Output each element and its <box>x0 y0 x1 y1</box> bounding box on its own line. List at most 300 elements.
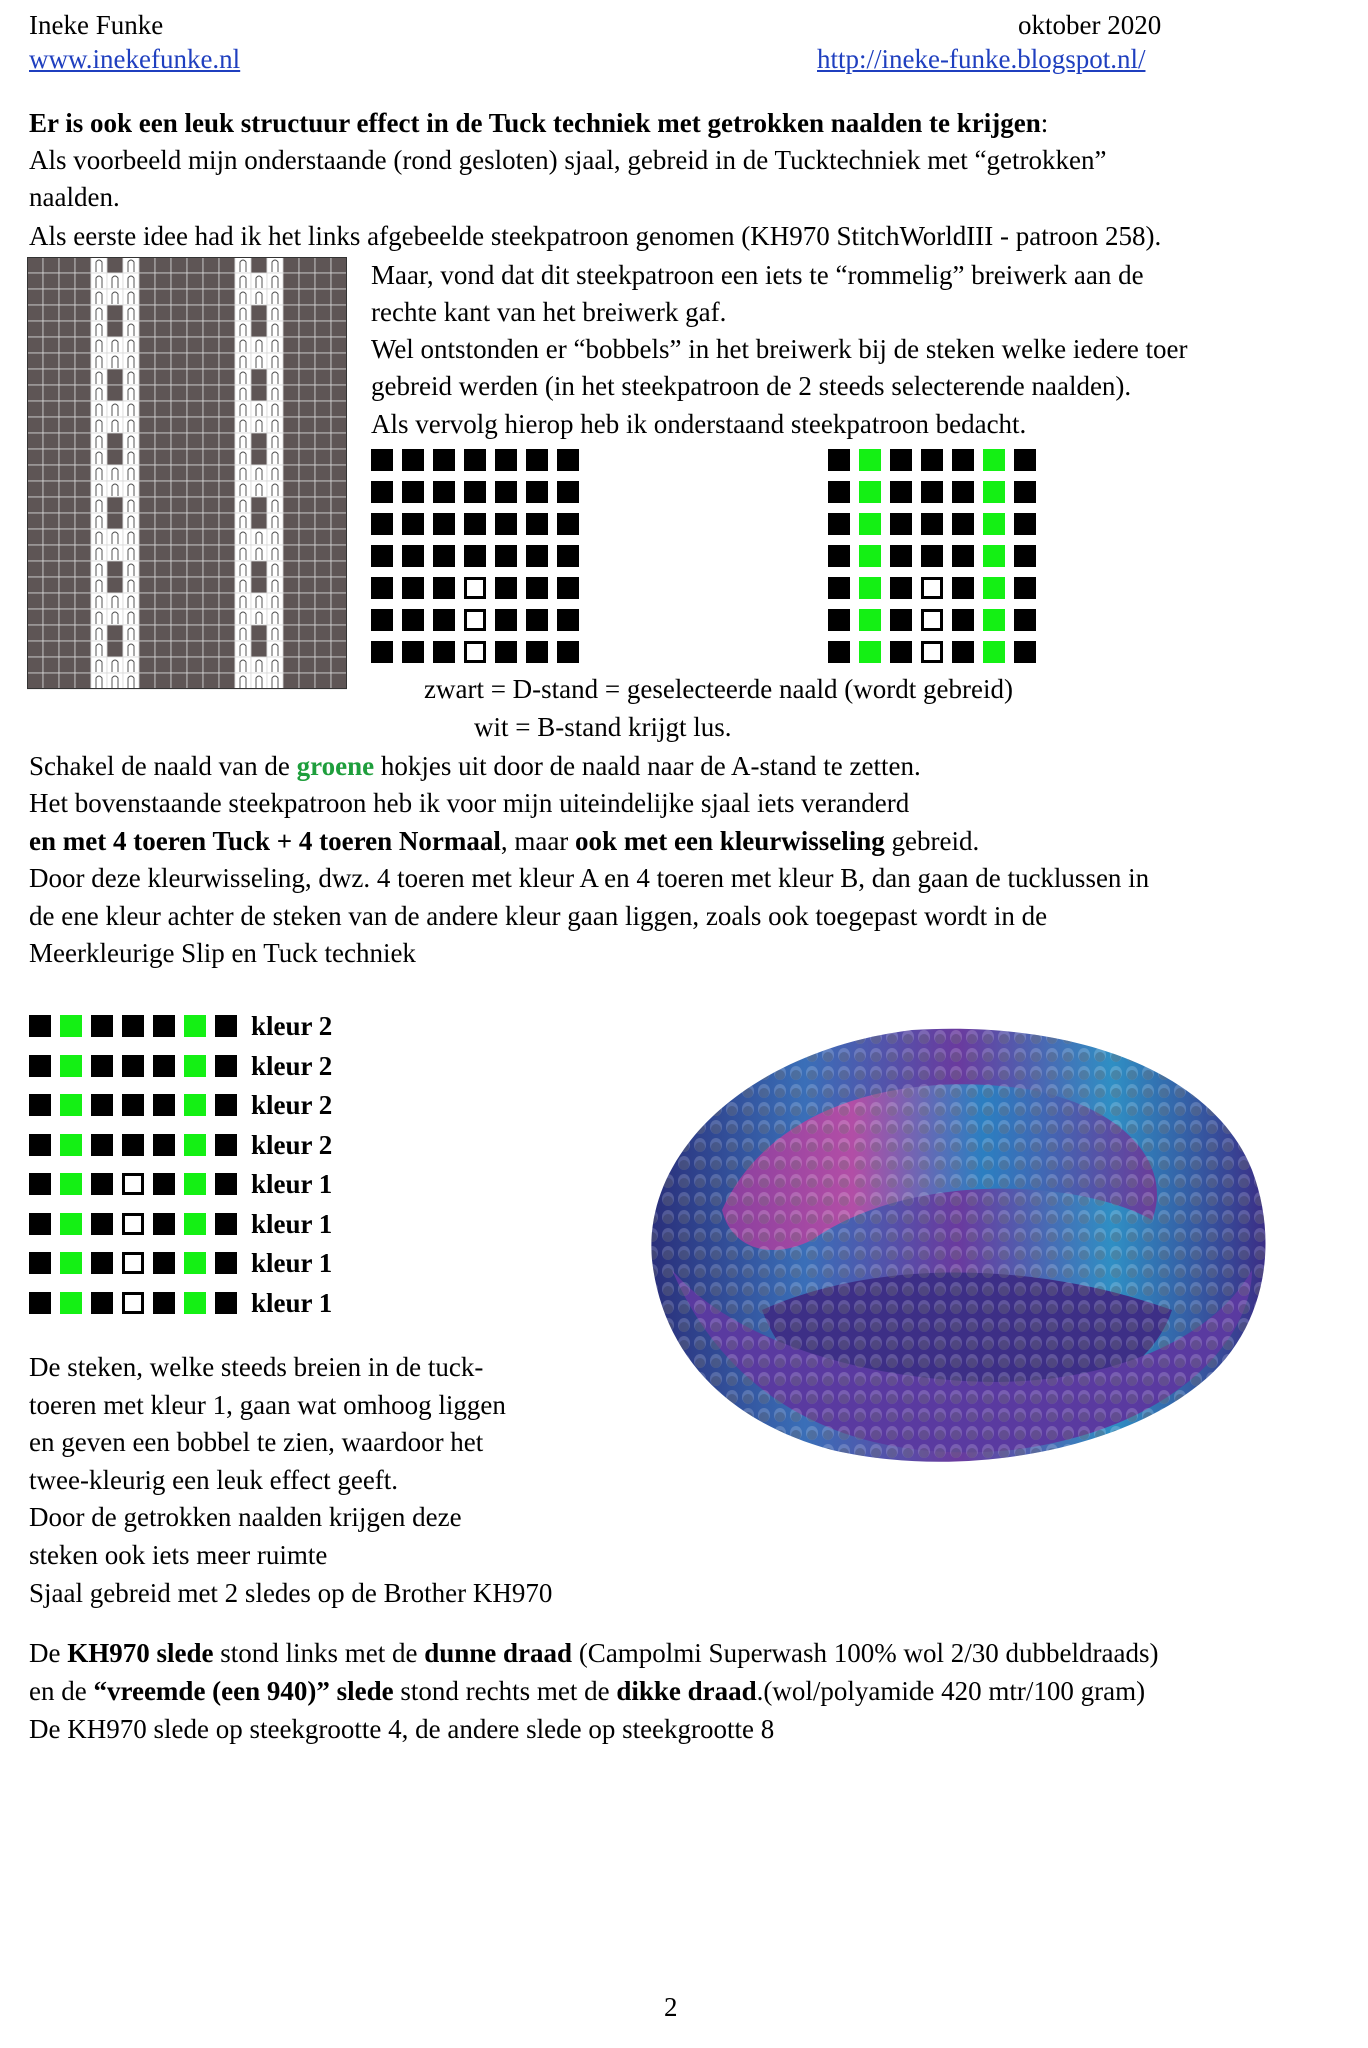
chart-cell <box>75 353 91 369</box>
stitch-square <box>91 1134 113 1156</box>
stitch-square <box>495 449 517 471</box>
blog-link[interactable]: http://ineke-funke.blogspot.nl/ <box>817 44 1146 74</box>
stitch-square <box>153 1094 175 1116</box>
chart-cell <box>107 625 123 641</box>
chart-cell <box>91 289 107 305</box>
stitch-square <box>122 1213 144 1235</box>
chart-cell <box>251 289 267 305</box>
chart-cell <box>235 657 251 673</box>
website-link[interactable]: www.inekefunke.nl <box>29 44 241 74</box>
chart-cell <box>203 449 219 465</box>
chart-cell <box>27 657 43 673</box>
chart-cell <box>203 417 219 433</box>
chart-cell <box>155 369 171 385</box>
chart-cell <box>283 609 299 625</box>
chart-cell <box>235 273 251 289</box>
chart-cell <box>251 513 267 529</box>
chart-cell <box>203 673 219 689</box>
chart-cell <box>43 577 59 593</box>
stitch-square <box>402 577 424 599</box>
chart-cell <box>267 561 283 577</box>
chart-cell <box>331 273 347 289</box>
stitch-square <box>526 449 548 471</box>
chart-cell <box>123 657 139 673</box>
stitch-square <box>91 1055 113 1077</box>
chart-cell <box>171 641 187 657</box>
chart-cell <box>43 657 59 673</box>
chart-cell <box>315 673 331 689</box>
chart-cell <box>43 465 59 481</box>
chart-cell <box>315 449 331 465</box>
chart-cell <box>171 561 187 577</box>
chart-cell <box>219 609 235 625</box>
chart-cell <box>331 401 347 417</box>
chart-cell <box>91 433 107 449</box>
chart-cell <box>123 257 139 273</box>
stitch-square <box>184 1173 206 1195</box>
stitch-square <box>921 449 943 471</box>
chart-cell <box>187 465 203 481</box>
chart-cell <box>187 561 203 577</box>
chart-cell <box>315 577 331 593</box>
chart-cell <box>91 625 107 641</box>
chart-cell <box>59 561 75 577</box>
stitch-square <box>60 1252 82 1274</box>
stitch-square <box>371 449 393 471</box>
chart-cell <box>219 449 235 465</box>
chart-cell <box>187 497 203 513</box>
chart-cell <box>75 257 91 273</box>
stitch-square <box>464 641 486 663</box>
legend-zwart: zwart = D-stand = geselecteerde naald (wordt gebreid) <box>424 674 1013 704</box>
chart-cell <box>123 497 139 513</box>
chart-cell <box>59 465 75 481</box>
lower-text-3: en geven een bobbel te zien, waardoor het <box>29 1427 484 1457</box>
footer-line-3: De KH970 slede op steekgrootte 4, de andere slede op steekgrootte 8 <box>29 1714 775 1744</box>
chart-cell <box>299 273 315 289</box>
lower-text-4: twee-kleurig een leuk effect geeft. <box>29 1465 399 1495</box>
stitch-square <box>1014 609 1036 631</box>
stitch-square <box>29 1252 51 1274</box>
chart-cell <box>299 513 315 529</box>
chart-cell <box>27 321 43 337</box>
chart-cell <box>299 657 315 673</box>
chart-cell <box>27 417 43 433</box>
stitch-square <box>29 1213 51 1235</box>
chart-cell <box>331 545 347 561</box>
chart-cell <box>315 657 331 673</box>
chart-cell <box>155 625 171 641</box>
chart-cell <box>91 529 107 545</box>
chart-cell <box>91 337 107 353</box>
chart-cell <box>331 481 347 497</box>
chart-cell <box>107 529 123 545</box>
stitch-square <box>215 1173 237 1195</box>
kleur-label: kleur 1 <box>251 1287 333 1318</box>
chart-cell <box>203 433 219 449</box>
chart-cell <box>75 401 91 417</box>
stitch-pattern-258-chart <box>27 257 347 692</box>
chart-cell <box>251 529 267 545</box>
chart-cell <box>283 481 299 497</box>
chart-cell <box>43 641 59 657</box>
chart-cell <box>155 289 171 305</box>
chart-cell <box>171 257 187 273</box>
chart-cell <box>155 305 171 321</box>
stitch-square <box>122 1134 144 1156</box>
chart-cell <box>219 433 235 449</box>
chart-cell <box>331 465 347 481</box>
chart-cell <box>267 433 283 449</box>
chart-cell <box>155 465 171 481</box>
chart-cell <box>27 673 43 689</box>
stitch-square <box>60 1055 82 1077</box>
chart-cell <box>235 305 251 321</box>
chart-cell <box>123 625 139 641</box>
stitch-square <box>215 1252 237 1274</box>
stitch-square <box>495 513 517 535</box>
chart-cell <box>235 465 251 481</box>
chart-cell <box>235 257 251 273</box>
chart-cell <box>139 321 155 337</box>
stitch-square <box>828 513 850 535</box>
chart-cell <box>251 593 267 609</box>
stitch-square <box>371 609 393 631</box>
stitch-square <box>859 545 881 567</box>
side-text-4: gebreid werden (in het steekpatroon de 2 steeds selecterende naalden). <box>371 371 1132 401</box>
chart-cell <box>299 545 315 561</box>
chart-cell <box>59 529 75 545</box>
chart-cell <box>187 513 203 529</box>
chart-cell <box>315 497 331 513</box>
stitch-square <box>921 609 943 631</box>
chart-cell <box>155 385 171 401</box>
stitch-square <box>890 449 912 471</box>
chart-cell <box>203 321 219 337</box>
chart-cell <box>59 497 75 513</box>
chart-cell <box>267 545 283 561</box>
chart-cell <box>171 513 187 529</box>
chart-cell <box>235 417 251 433</box>
chart-cell <box>43 353 59 369</box>
chart-cell <box>27 273 43 289</box>
chart-cell <box>107 353 123 369</box>
chart-cell <box>123 417 139 433</box>
chart-cell <box>251 577 267 593</box>
chart-cell <box>43 545 59 561</box>
chart-cell <box>43 417 59 433</box>
stitch-square <box>859 577 881 599</box>
stitch-square <box>402 449 424 471</box>
body-line-4: Door deze kleurwisseling, dwz. 4 toeren met kleur A en 4 toeren met kleur B, dan gaan de tucklussen in <box>29 863 1150 893</box>
stitch-square <box>60 1015 82 1037</box>
chart-cell <box>299 625 315 641</box>
chart-cell <box>139 529 155 545</box>
chart-cell <box>27 257 43 273</box>
chart-cell <box>219 369 235 385</box>
chart-cell <box>59 481 75 497</box>
stitch-square <box>526 481 548 503</box>
stitch-square <box>371 545 393 567</box>
chart-cell <box>155 353 171 369</box>
chart-cell <box>107 657 123 673</box>
chart-cell <box>187 545 203 561</box>
lower-text-5: Door de getrokken naalden krijgen deze <box>29 1502 462 1532</box>
chart-cell <box>187 369 203 385</box>
stitch-square <box>526 545 548 567</box>
chart-cell <box>91 305 107 321</box>
chart-cell <box>203 257 219 273</box>
chart-cell <box>27 497 43 513</box>
chart-cell <box>171 305 187 321</box>
chart-cell <box>283 321 299 337</box>
chart-cell <box>43 625 59 641</box>
chart-cell <box>187 609 203 625</box>
stitch-square <box>983 513 1005 535</box>
stitch-square <box>557 481 579 503</box>
stitch-square <box>122 1055 144 1077</box>
chart-cell <box>299 289 315 305</box>
chart-cell <box>187 337 203 353</box>
chart-cell <box>43 321 59 337</box>
chart-cell <box>139 385 155 401</box>
stitch-square <box>464 545 486 567</box>
chart-cell <box>219 529 235 545</box>
stitch-square <box>122 1015 144 1037</box>
chart-cell <box>139 433 155 449</box>
chart-cell <box>267 417 283 433</box>
stitch-square <box>60 1173 82 1195</box>
chart-cell <box>43 449 59 465</box>
stitch-square <box>1014 641 1036 663</box>
stitch-square <box>526 577 548 599</box>
chart-cell <box>315 417 331 433</box>
stitch-square <box>1014 481 1036 503</box>
chart-cell <box>27 369 43 385</box>
chart-cell <box>315 465 331 481</box>
chart-cell <box>43 497 59 513</box>
kleur-label: kleur 1 <box>251 1208 333 1239</box>
chart-cell <box>91 273 107 289</box>
stitch-square <box>29 1055 51 1077</box>
chart-cell <box>171 337 187 353</box>
chart-cell <box>299 561 315 577</box>
chart-cell <box>75 449 91 465</box>
stitch-square <box>371 641 393 663</box>
body-line-1: Schakel de naald van de groene hokjes uit door de naald naar de A-stand te zetten. <box>29 751 921 781</box>
stitch-square <box>215 1134 237 1156</box>
chart-cell <box>91 353 107 369</box>
chart-cell <box>315 529 331 545</box>
chart-cell <box>139 401 155 417</box>
chart-cell <box>171 673 187 689</box>
chart-cell <box>267 289 283 305</box>
chart-cell <box>251 385 267 401</box>
stitch-square <box>983 481 1005 503</box>
chart-cell <box>283 385 299 401</box>
chart-cell <box>331 337 347 353</box>
chart-cell <box>235 449 251 465</box>
chart-cell <box>219 577 235 593</box>
chart-cell <box>139 625 155 641</box>
chart-cell <box>107 561 123 577</box>
chart-cell <box>187 289 203 305</box>
chart-cell <box>43 593 59 609</box>
chart-cell <box>299 481 315 497</box>
stitch-square <box>952 513 974 535</box>
chart-cell <box>251 609 267 625</box>
chart-cell <box>267 497 283 513</box>
stitch-square <box>184 1252 206 1274</box>
chart-cell <box>203 497 219 513</box>
chart-cell <box>107 641 123 657</box>
chart-cell <box>171 577 187 593</box>
chart-cell <box>203 305 219 321</box>
chart-cell <box>203 369 219 385</box>
chart-cell <box>91 545 107 561</box>
chart-cell <box>267 305 283 321</box>
chart-cell <box>155 481 171 497</box>
chart-cell <box>187 529 203 545</box>
chart-cell <box>59 609 75 625</box>
chart-cell <box>75 289 91 305</box>
knitted-scarf-photo <box>612 1010 1292 1490</box>
chart-cell <box>155 641 171 657</box>
stitch-square <box>921 545 943 567</box>
chart-cell <box>27 577 43 593</box>
chart-cell <box>59 305 75 321</box>
chart-cell <box>203 625 219 641</box>
stitch-square <box>526 513 548 535</box>
chart-cell <box>91 497 107 513</box>
footer-line-1: De KH970 slede stond links met de dunne draad (Campolmi Superwash 100% wol 2/30 dubbeldraads) <box>29 1638 1159 1668</box>
stitch-square <box>1014 545 1036 567</box>
chart-cell <box>171 321 187 337</box>
chart-cell <box>75 561 91 577</box>
chart-cell <box>267 321 283 337</box>
chart-cell <box>155 449 171 465</box>
chart-cell <box>187 657 203 673</box>
stitch-square <box>153 1173 175 1195</box>
body-line-2: Het bovenstaande steekpatroon heb ik voor mijn uiteindelijke sjaal iets veranderd <box>29 788 910 818</box>
chart-cell <box>59 353 75 369</box>
chart-cell <box>107 673 123 689</box>
side-text-3: Wel ontstonden er “bobbels” in het breiwerk bij de steken welke iedere toer <box>371 334 1188 364</box>
chart-cell <box>299 321 315 337</box>
stitch-square <box>921 513 943 535</box>
chart-cell <box>203 273 219 289</box>
chart-cell <box>171 481 187 497</box>
stitch-square <box>983 641 1005 663</box>
stitch-square <box>983 577 1005 599</box>
kleur-label: kleur 2 <box>251 1011 333 1041</box>
chart-cell <box>219 385 235 401</box>
chart-cell <box>107 433 123 449</box>
chart-cell <box>251 561 267 577</box>
chart-cell <box>315 401 331 417</box>
chart-cell <box>187 321 203 337</box>
body-line-6: Meerkleurige Slip en Tuck techniek <box>29 938 416 968</box>
chart-cell <box>43 529 59 545</box>
chart-cell <box>203 545 219 561</box>
chart-cell <box>299 385 315 401</box>
chart-cell <box>251 417 267 433</box>
stitch-square <box>526 609 548 631</box>
chart-cell <box>27 625 43 641</box>
chart-cell <box>235 673 251 689</box>
stitch-square <box>1014 577 1036 599</box>
chart-cell <box>315 625 331 641</box>
document-date: oktober 2020 <box>1018 10 1162 40</box>
kleur-label: kleur 1 <box>251 1248 333 1278</box>
stitch-square <box>859 641 881 663</box>
chart-cell <box>331 497 347 513</box>
stitch-square <box>184 1094 206 1116</box>
stitch-square <box>122 1173 144 1195</box>
chart-cell <box>203 289 219 305</box>
chart-cell <box>219 513 235 529</box>
stitch-square <box>29 1292 51 1314</box>
chart-cell <box>251 657 267 673</box>
chart-cell <box>283 529 299 545</box>
chart-cell <box>75 513 91 529</box>
intro-line-2: naalden. <box>29 182 120 212</box>
chart-cell <box>43 609 59 625</box>
stitch-square <box>890 481 912 503</box>
lower-text-6: steken ook iets meer ruimte <box>29 1540 328 1570</box>
stitch-square <box>464 513 486 535</box>
stitch-square <box>828 449 850 471</box>
chart-cell <box>267 465 283 481</box>
chart-cell <box>283 289 299 305</box>
chart-cell <box>251 481 267 497</box>
chart-cell <box>331 417 347 433</box>
chart-cell <box>139 481 155 497</box>
chart-cell <box>331 385 347 401</box>
chart-cell <box>123 593 139 609</box>
chart-cell <box>139 657 155 673</box>
chart-cell <box>155 657 171 673</box>
chart-cell <box>43 513 59 529</box>
stitch-square <box>60 1292 82 1314</box>
stitch-square <box>29 1173 51 1195</box>
stitch-square <box>215 1292 237 1314</box>
chart-cell <box>187 353 203 369</box>
chart-cell <box>331 305 347 321</box>
chart-cell <box>203 481 219 497</box>
stitch-square <box>122 1094 144 1116</box>
body-line-5: de ene kleur achter de steken van de andere kleur gaan liggen, zoals ook toegepast wordt in de <box>29 901 1048 931</box>
chart-cell <box>235 321 251 337</box>
stitch-square <box>433 513 455 535</box>
stitch-square <box>495 545 517 567</box>
chart-cell <box>251 433 267 449</box>
chart-cell <box>219 337 235 353</box>
chart-cell <box>331 641 347 657</box>
chart-cell <box>107 337 123 353</box>
chart-cell <box>155 673 171 689</box>
chart-cell <box>91 657 107 673</box>
chart-cell <box>235 609 251 625</box>
chart-cell <box>235 545 251 561</box>
stitch-square <box>495 609 517 631</box>
chart-cell <box>267 577 283 593</box>
stitch-square <box>402 545 424 567</box>
chart-cell <box>107 497 123 513</box>
chart-cell <box>123 545 139 561</box>
chart-cell <box>315 593 331 609</box>
chart-cell <box>75 337 91 353</box>
